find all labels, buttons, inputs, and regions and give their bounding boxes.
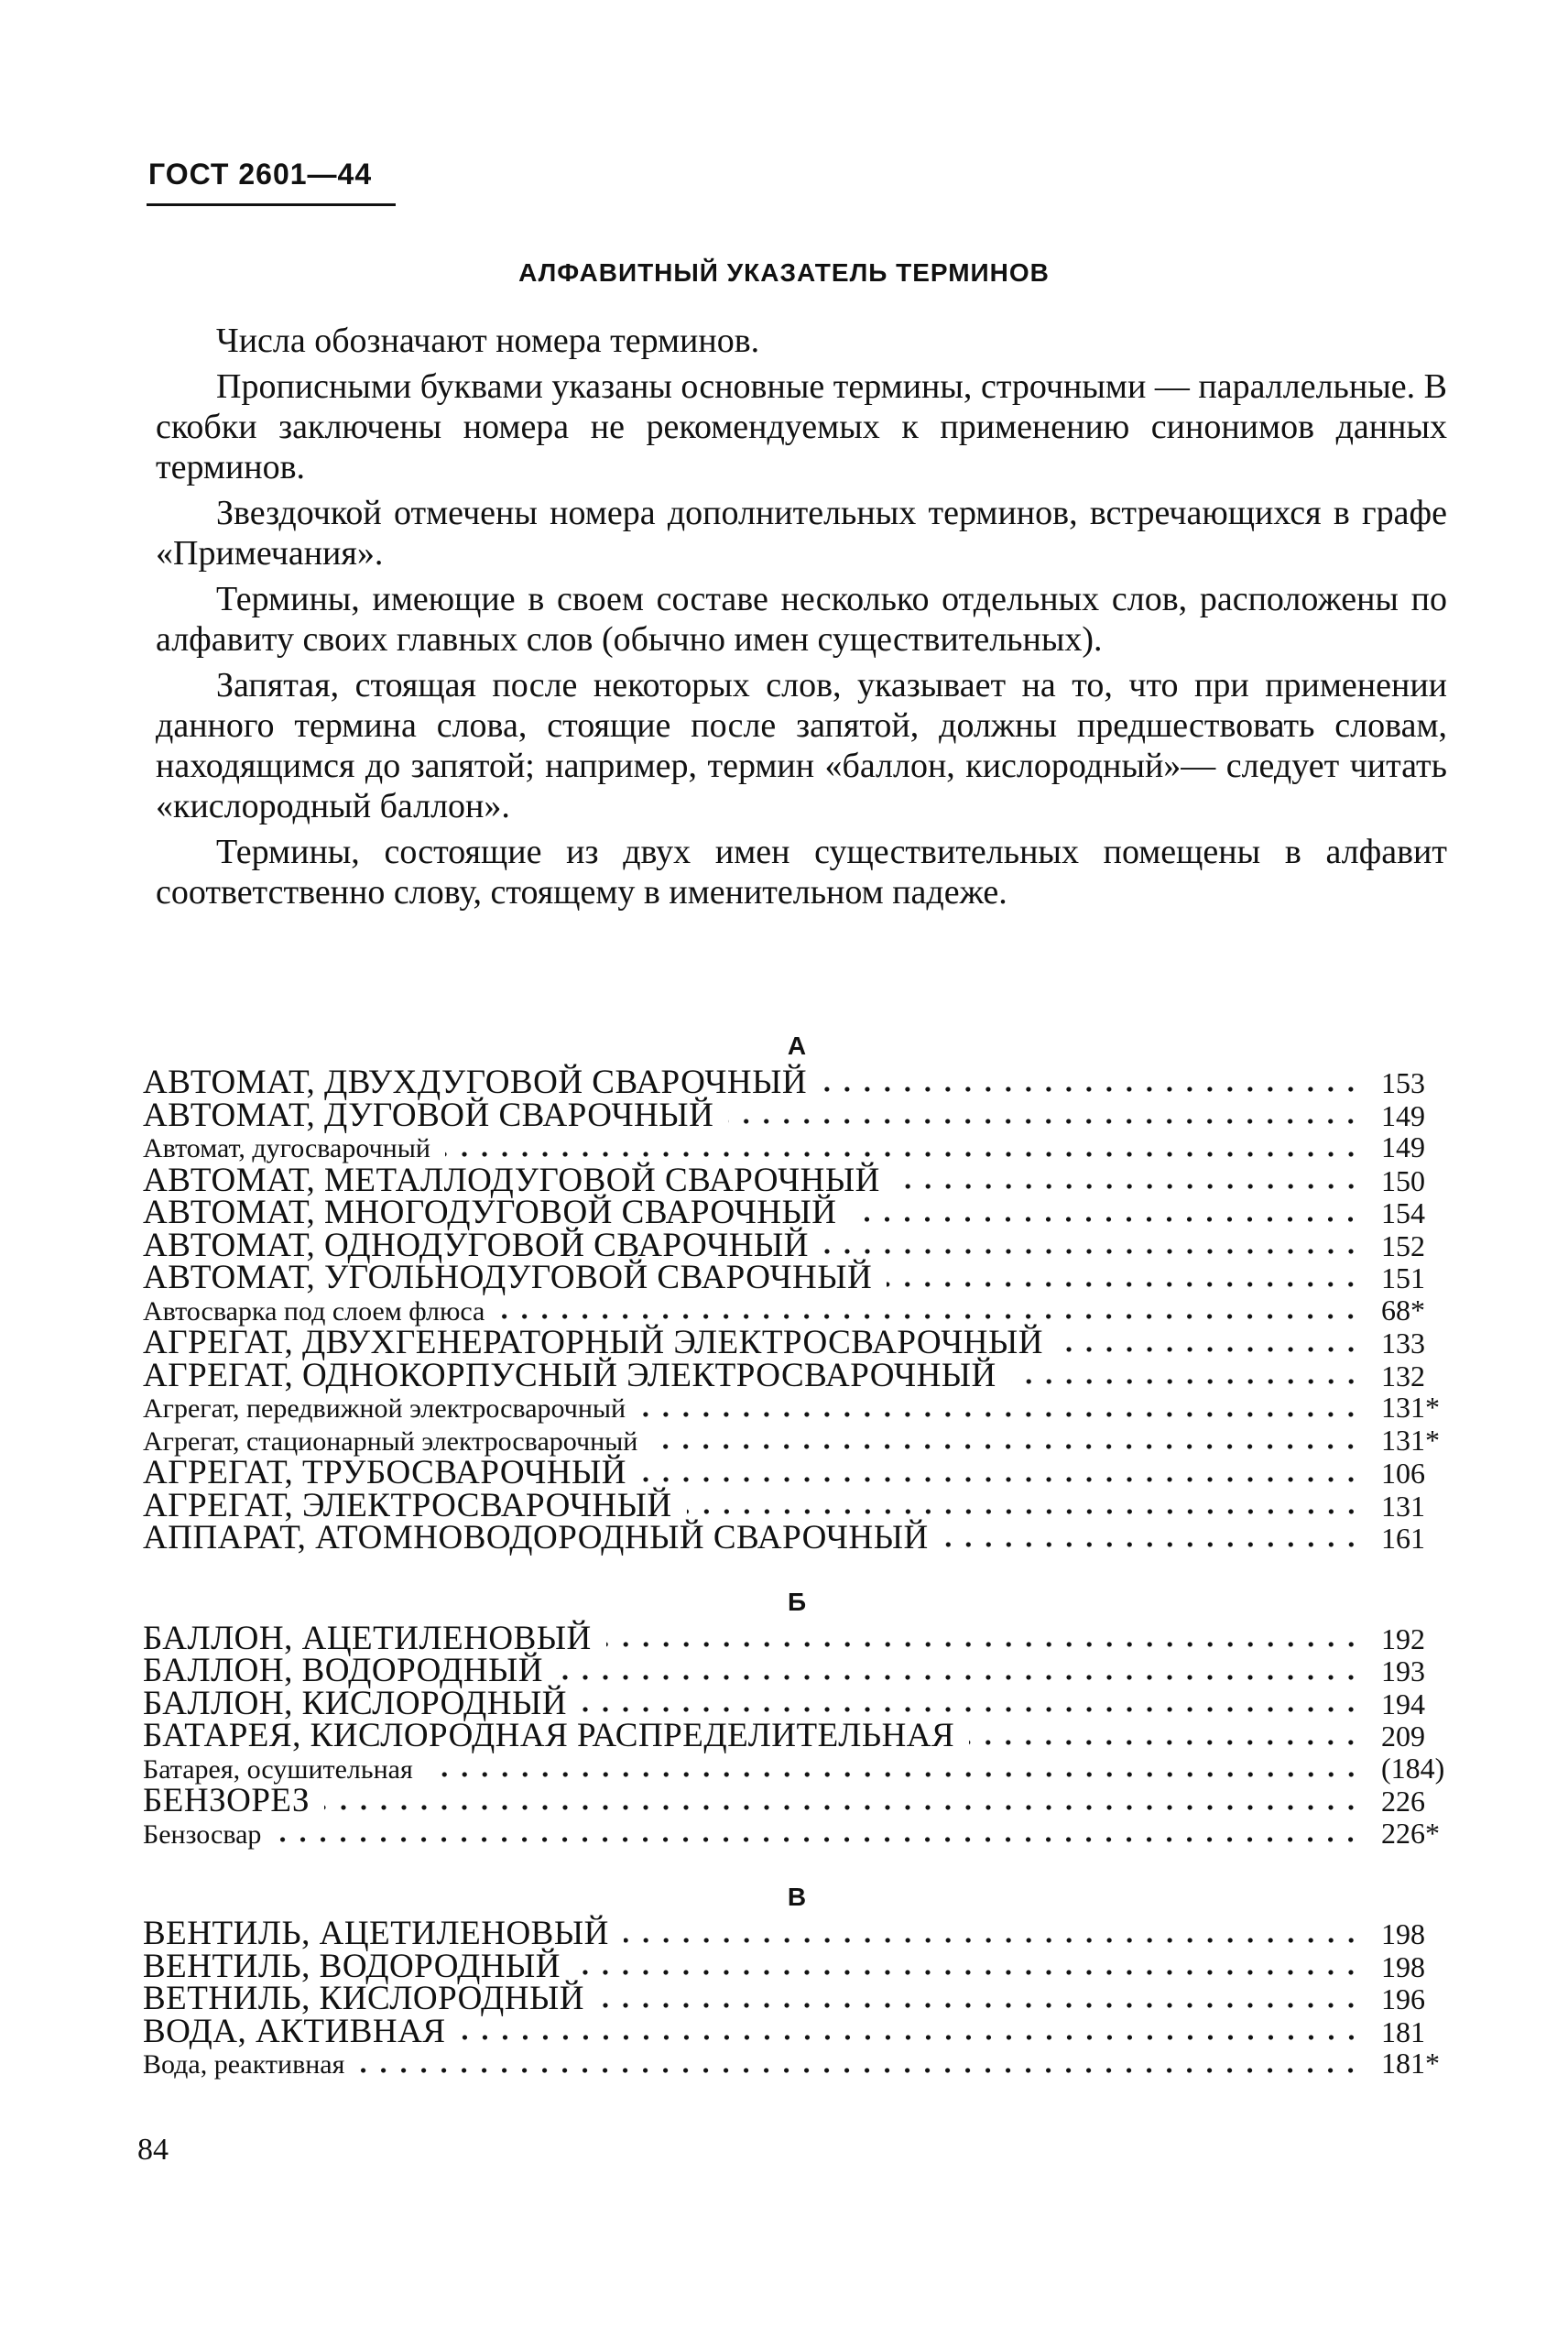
entry-number: 133 xyxy=(1381,1327,1425,1360)
dot-leader xyxy=(499,1312,1361,1321)
index-entry xyxy=(143,1782,1451,1819)
section-letter: В xyxy=(787,1883,807,1911)
index-entry xyxy=(143,2012,1451,2050)
index-entry xyxy=(143,1818,1451,1851)
entry-number: 198 xyxy=(1381,1949,1425,1983)
index-entry xyxy=(143,1519,1451,1556)
entry-term: Вода, реактивная xyxy=(143,2049,345,2080)
entry-number: 209 xyxy=(1381,1720,1425,1753)
index-entry xyxy=(143,1294,1451,1327)
entry-number: 152 xyxy=(1381,1229,1425,1262)
entry-term: ВЕНТИЛЬ, АЦЕТИЛЕНОВЫЙ xyxy=(143,1915,609,1952)
intro-paragraph: Звездочкой отмечены номера дополнительных терминов, встречающихся в графе «Примечания». xyxy=(156,494,1447,573)
entry-number: 132 xyxy=(1381,1359,1425,1392)
index-entry xyxy=(143,1947,1451,1985)
dot-leader xyxy=(461,2033,1361,2042)
dot-leader xyxy=(324,1803,1361,1812)
entry-term: ВЕТНИЛЬ, КИСЛОРОДНЫЙ xyxy=(143,1980,584,2017)
entry-term: Автосварка под слоем флюса xyxy=(143,1295,485,1327)
entry-term: АВТОМАТ, МЕТАЛЛОДУГОВОЙ СВАРОЧНЫЙ xyxy=(143,1161,880,1199)
entry-number: 131 xyxy=(1381,1489,1425,1523)
intro-paragraph: Запятая, стоящая после некоторых слов, указывает на то, что при применении данного термина слова, стоящие после запятой, должны предшествовать словам, находящимся до запятой; например, термин «баллон, кислородный»— следует читать «кислородный баллон». xyxy=(156,666,1447,825)
entry-number: 194 xyxy=(1381,1687,1425,1720)
entry-number: 131* xyxy=(1381,1391,1440,1424)
dot-leader xyxy=(1011,1377,1361,1386)
entry-term: БАЛЛОН, КИСЛОРОДНЫЙ xyxy=(143,1684,567,1722)
dot-leader xyxy=(558,1673,1361,1682)
entry-number: 226 xyxy=(1381,1785,1425,1818)
entry-number: 193 xyxy=(1381,1654,1425,1687)
entry-term: Автомат, дугосварочный xyxy=(143,1133,430,1163)
dot-leader xyxy=(822,1085,1361,1094)
entry-term: БЕНЗОРЕЗ xyxy=(143,1782,310,1819)
index-entry xyxy=(143,1131,1451,1164)
index-entry xyxy=(143,1917,1451,1950)
entry-number: 226* xyxy=(1381,1816,1440,1850)
intro-paragraph: Прописными буквами указаны основные термины, строчными — параллельные. В скобки заключены номера не рекомендуемых к применению синонимов данных терминов. xyxy=(156,367,1447,486)
entry-term: Батарея, осушительная xyxy=(143,1753,413,1785)
entry-term: Агрегат, стационарный электросварочный xyxy=(143,1425,638,1457)
entry-number: 181* xyxy=(1381,2047,1440,2080)
index-entry xyxy=(143,1454,1451,1491)
dot-leader xyxy=(851,1215,1361,1224)
dot-leader xyxy=(276,1835,1361,1844)
entry-number: 149 xyxy=(1381,1098,1425,1132)
dot-leader xyxy=(823,1247,1361,1256)
index-entry xyxy=(143,1654,1451,1687)
dot-leader xyxy=(624,1936,1361,1945)
dot-leader xyxy=(582,1705,1361,1714)
index-entry xyxy=(143,1356,1451,1394)
index-entry xyxy=(143,1066,1451,1099)
entry-term: ВЕНТИЛЬ, ВОДОРОДНЫЙ xyxy=(143,1947,561,1985)
entry-term: БАЛЛОН, ВОДОРОДНЫЙ xyxy=(143,1652,543,1689)
section-letter: Б xyxy=(787,1587,807,1616)
index-entry xyxy=(143,1096,1451,1134)
index-entry xyxy=(143,1261,1451,1294)
entry-number: 181 xyxy=(1381,2015,1425,2048)
entry-term: АВТОМАТ, ОДНОДУГОВОЙ СВАРОЧНЫЙ xyxy=(143,1226,809,1264)
intro-paragraph: Термины, состоящие из двух имен существительных помещены в алфавит соответственно слову, стоящему в именительном падеже. xyxy=(156,833,1447,912)
dot-leader xyxy=(428,1770,1361,1779)
index-entry xyxy=(143,1753,1451,1785)
entry-term: БАЛЛОН, АЦЕТИЛЕНОВЫЙ xyxy=(143,1619,592,1657)
entry-number: 192 xyxy=(1381,1622,1425,1655)
dot-leader xyxy=(969,1738,1361,1747)
dot-leader xyxy=(728,1117,1361,1126)
entry-number: 161 xyxy=(1381,1522,1425,1555)
index-entry xyxy=(143,1324,1451,1361)
entry-term: ВОДА, АКТИВНАЯ xyxy=(143,2012,446,2050)
entry-term: Агрегат, передвижной электросварочный xyxy=(143,1393,626,1424)
entry-number: 149 xyxy=(1381,1130,1425,1163)
index-entry xyxy=(143,1196,1451,1229)
dot-leader xyxy=(640,1410,1361,1419)
dot-leader xyxy=(887,1280,1361,1289)
entry-term: АГРЕГАТ, ТРУБОСВАРОЧНЫЙ xyxy=(143,1454,626,1491)
entry-term: АГРЕГАТ, ЭЛЕКТРОСВАРОЧНЫЙ xyxy=(143,1486,672,1524)
entry-number: 151 xyxy=(1381,1261,1425,1294)
dot-leader xyxy=(606,1640,1361,1649)
entry-term: Бензосвар xyxy=(143,1818,262,1850)
entry-number: 198 xyxy=(1381,1917,1425,1950)
entry-term: АППАРАТ, АТОМНОВОДОРОДНЫЙ СВАРОЧНЫЙ xyxy=(143,1519,929,1556)
entry-term: АГРЕГАТ, ДВУХГЕНЕРАТОРНЫЙ ЭЛЕКТРОСВАРОЧНЫЙ xyxy=(143,1324,1043,1361)
dot-leader xyxy=(1058,1345,1361,1354)
index-entry xyxy=(143,1486,1451,1524)
intro-paragraph: Термины, имеющие в своем составе несколько отдельных слов, расположены по алфавиту своих главных слов (обычно имен существительных). xyxy=(156,580,1447,659)
header-underline xyxy=(147,203,396,206)
index-entry xyxy=(143,1619,1451,1657)
entry-number: 153 xyxy=(1381,1066,1425,1099)
term-index xyxy=(143,1026,1451,2080)
dot-leader xyxy=(687,1507,1361,1516)
entry-term: АВТОМАТ, УГОЛЬНОДУГОВОЙ СВАРОЧНЫЙ xyxy=(143,1259,873,1296)
index-entry xyxy=(143,2048,1451,2080)
document-code-header: ГОСТ 2601—44 xyxy=(148,158,373,191)
entry-term: АГРЕГАТ, ОДНОКОРПУСНЫЙ ЭЛЕКТРОСВАРОЧНЫЙ xyxy=(143,1356,996,1394)
index-entry xyxy=(143,1226,1451,1264)
dot-leader xyxy=(895,1182,1361,1191)
entry-number: 150 xyxy=(1381,1163,1425,1197)
entry-number: 154 xyxy=(1381,1196,1425,1229)
entry-number: 68* xyxy=(1381,1293,1425,1327)
dot-leader xyxy=(943,1540,1361,1549)
entry-term: АВТОМАТ, ДУГОВОЙ СВАРОЧНЫЙ xyxy=(143,1096,714,1134)
index-title: АЛФАВИТНЫЙ УКАЗАТЕЛЬ ТЕРМИНОВ xyxy=(518,258,1050,287)
intro-paragraph: Числа обозначают номера терминов. xyxy=(216,322,760,360)
entry-number: (184) xyxy=(1381,1751,1445,1785)
index-entry xyxy=(143,1425,1451,1458)
dot-leader xyxy=(599,2001,1361,2010)
index-entry xyxy=(143,1684,1451,1722)
dot-leader xyxy=(641,1475,1361,1484)
entry-number: 196 xyxy=(1381,1982,1425,2015)
index-entry xyxy=(143,1717,1451,1754)
page-number: 84 xyxy=(137,2133,169,2167)
index-entry xyxy=(143,1392,1451,1425)
dot-leader xyxy=(359,2066,1361,2075)
entry-term: БАТАРЕЯ, КИСЛОРОДНАЯ РАСПРЕДЕЛИТЕЛЬНАЯ xyxy=(143,1717,955,1754)
entry-term: АВТОМАТ, МНОГОДУГОВОЙ СВАРОЧНЫЙ xyxy=(143,1194,837,1231)
index-entry xyxy=(143,1982,1451,2015)
dot-leader xyxy=(652,1442,1361,1451)
entry-number: 131* xyxy=(1381,1423,1440,1457)
entry-term: АВТОМАТ, ДВУХДУГОВОЙ СВАРОЧНЫЙ xyxy=(143,1064,808,1101)
entry-number: 106 xyxy=(1381,1457,1425,1490)
dot-leader xyxy=(575,1968,1361,1977)
section-letter: А xyxy=(787,1032,807,1060)
dot-leader xyxy=(445,1150,1361,1159)
intro-text xyxy=(156,321,1447,918)
index-entry xyxy=(143,1161,1451,1199)
